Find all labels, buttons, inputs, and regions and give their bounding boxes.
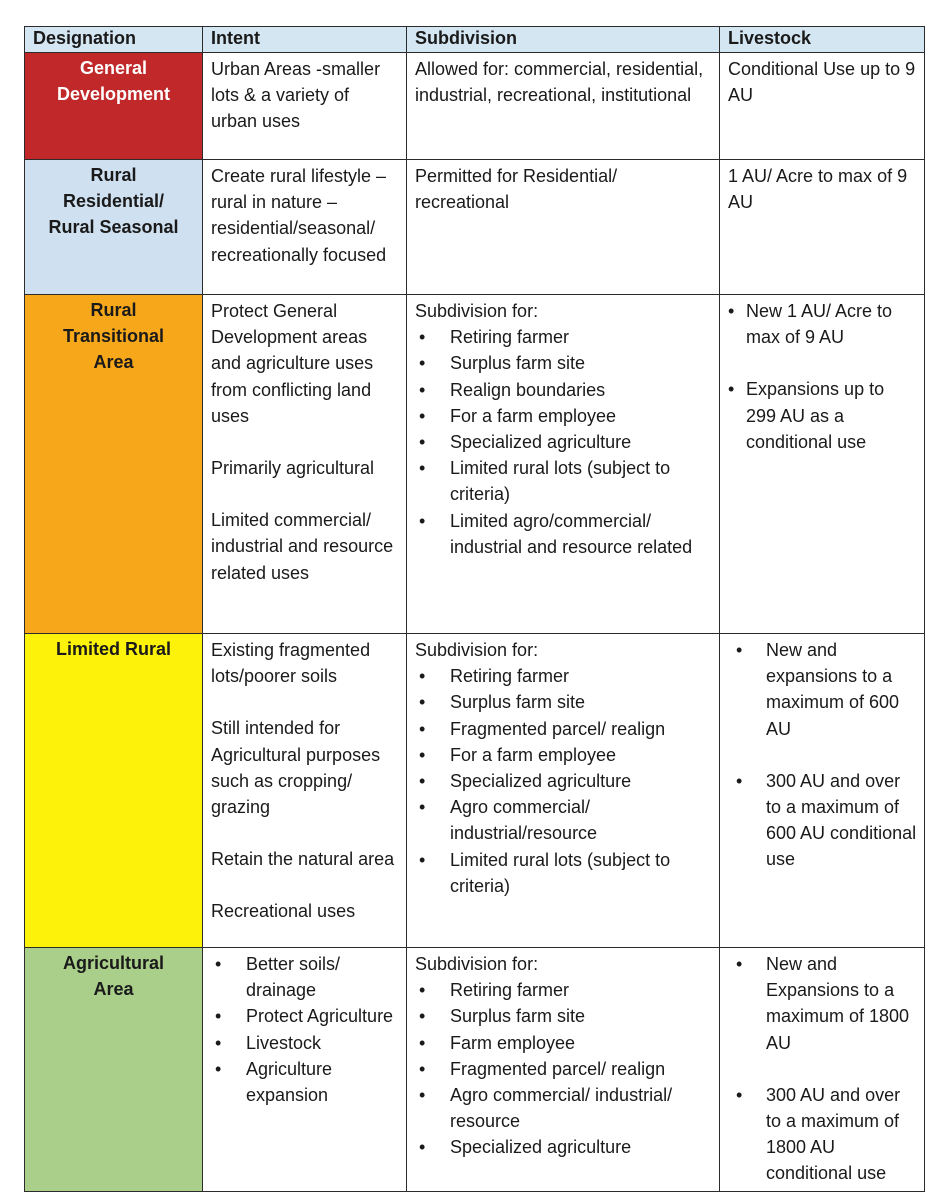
designation-line: Rural [90, 300, 137, 320]
list-item: • Fragmented parcel/ realign [415, 1056, 713, 1082]
designation-line: Development [56, 84, 171, 105]
livestock-cell [720, 160, 925, 295]
intent-text: Limited commercial/ industrial and resource related uses [211, 510, 394, 583]
list-item: • Retiring farmer [415, 977, 713, 1003]
list-item: • New and Expansions to a maximum of 1800 AU [728, 951, 918, 1056]
list-item: • New and expansions to a maximum of 600 AU [728, 637, 918, 742]
list-item: • Farm employee [415, 1030, 713, 1056]
intent-cell [203, 295, 407, 634]
list-item: • Agriculture expansion [211, 1056, 400, 1108]
header-intent: Intent [203, 27, 407, 53]
designation-agricultural-area [25, 948, 203, 1192]
header-livestock: Livestock [720, 27, 925, 53]
table-row [25, 160, 925, 295]
intent-text: Still intended for Agricultural purposes such as cropping/ grazing [211, 718, 381, 818]
designation-line: Area [93, 979, 134, 1000]
livestock-list [728, 298, 918, 455]
list-item: • 300 AU and over to a maximum of 1800 AU conditional use [728, 1082, 918, 1187]
designation-line: Transitional [62, 326, 165, 347]
list-item: • Retiring farmer [415, 663, 713, 689]
intent-text: Existing fragmented lots/poorer soils [211, 640, 371, 687]
subdivision-intro: Subdivision for: [415, 640, 539, 660]
intent-cell [203, 948, 407, 1192]
zoning-designation-table [24, 26, 925, 1192]
list-item: • Realign boundaries [415, 377, 713, 403]
livestock-cell [720, 53, 925, 160]
header-designation: Designation [25, 27, 203, 53]
livestock-list [728, 951, 918, 1187]
list-item: • Agro commercial/ industrial/resource [415, 794, 713, 846]
livestock-cell [720, 634, 925, 948]
designation-line: Residential/ [62, 191, 165, 212]
list-item: • Specialized agriculture [415, 1134, 713, 1160]
intent-text: Create rural lifestyle – rural in nature – residential/seasonal/ recreationally focused [211, 166, 387, 265]
subdivision-cell [407, 295, 720, 634]
intent-cell [203, 634, 407, 948]
header-row [25, 27, 925, 53]
list-item: • Limited rural lots (subject to criteria) [415, 847, 713, 899]
list-item: • Limited rural lots (subject to criteria) [415, 455, 713, 507]
table-row [25, 948, 925, 1192]
intent-cell [203, 160, 407, 295]
subdivision-cell [407, 634, 720, 948]
designation-line: Rural [90, 165, 137, 185]
subdivision-list [415, 324, 713, 560]
list-item: • Surplus farm site [415, 350, 713, 376]
subdivision-cell [407, 948, 720, 1192]
list-item: • Protect Agriculture [211, 1003, 400, 1029]
livestock-text: Conditional Use up to 9 AU [728, 59, 916, 106]
list-item: • New 1 AU/ Acre to max of 9 AU [728, 298, 918, 350]
table-row [25, 634, 925, 948]
intent-text: Primarily agricultural [211, 458, 375, 479]
subdivision-text: Permitted for Residential/ recreational [415, 166, 618, 213]
table-row [25, 53, 925, 160]
list-item: • For a farm employee [415, 403, 713, 429]
subdivision-list [415, 977, 713, 1160]
designation-line: Area [93, 352, 134, 373]
designation-general-development [25, 53, 203, 160]
list-item: • Limited agro/commercial/ industrial and resource related [415, 508, 713, 560]
intent-cell [203, 53, 407, 160]
list-item: • 300 AU and over to a maximum of 600 AU conditional use [728, 768, 918, 873]
list-item: • Livestock [211, 1030, 400, 1056]
table-row [25, 295, 925, 634]
subdivision-intro: Subdivision for: [415, 954, 539, 974]
list-item: • Surplus farm site [415, 689, 713, 715]
list-item: • Agro commercial/ industrial/ resource [415, 1082, 713, 1134]
designation-line: Agricultural [62, 953, 164, 973]
list-item: • Retiring farmer [415, 324, 713, 350]
designation-limited-rural [25, 634, 203, 948]
list-item: • Specialized agriculture [415, 429, 713, 455]
list-item: • Surplus farm site [415, 1003, 713, 1029]
list-item: • Fragmented parcel/ realign [415, 716, 713, 742]
intent-text: Urban Areas -smaller lots & a variety of urban uses [211, 59, 381, 132]
subdivision-text: Allowed for: commercial, residential, industrial, recreational, institutional [415, 59, 704, 106]
designation-line: General [79, 58, 148, 78]
livestock-list [728, 637, 918, 873]
designation-rural-transitional [25, 295, 203, 634]
designation-rural-residential [25, 160, 203, 295]
livestock-cell [720, 948, 925, 1192]
livestock-text: 1 AU/ Acre to max of 9 AU [728, 166, 908, 213]
designation-line: Rural Seasonal [48, 217, 179, 238]
designation-line: Limited Rural [55, 639, 171, 659]
subdivision-cell [407, 53, 720, 160]
intent-list [211, 951, 400, 1108]
list-item: • For a farm employee [415, 742, 713, 768]
intent-text: Protect General Development areas and agriculture uses from conflicting land uses [211, 301, 374, 426]
intent-text: Retain the natural area [211, 849, 395, 870]
list-item: • Expansions up to 299 AU as a conditional use [728, 376, 918, 455]
list-item: • Specialized agriculture [415, 768, 713, 794]
subdivision-list [415, 663, 713, 899]
subdivision-intro: Subdivision for: [415, 301, 539, 321]
livestock-cell [720, 295, 925, 634]
header-subdivision: Subdivision [407, 27, 720, 53]
intent-text: Recreational uses [211, 901, 356, 922]
list-item: • Better soils/ drainage [211, 951, 400, 1003]
subdivision-cell [407, 160, 720, 295]
